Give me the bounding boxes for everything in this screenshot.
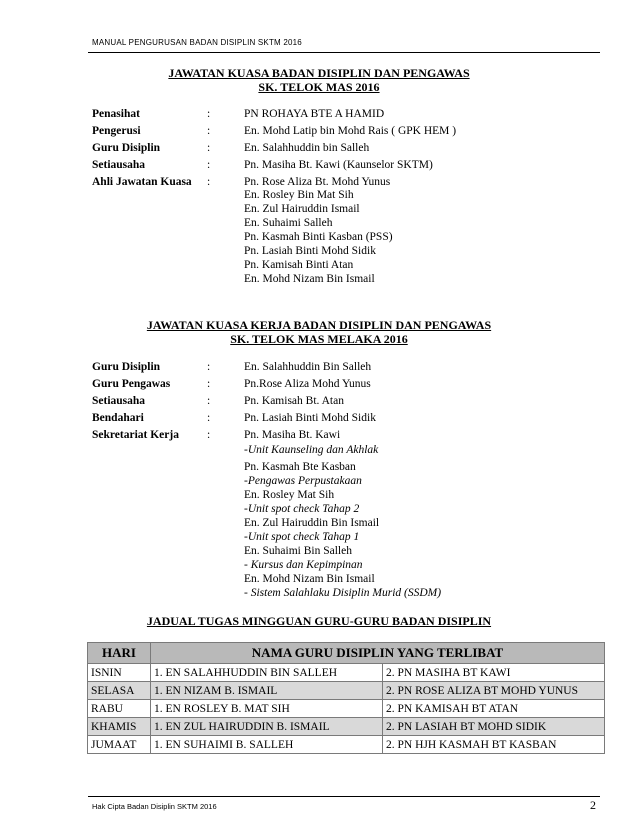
- section1-title: JAWATAN KUASA BADAN DISIPLIN DAN PENGAWAS: [168, 66, 470, 80]
- page-number: 2: [590, 798, 596, 812]
- role-label: Bendahari: [92, 412, 144, 424]
- day-cell: SELASA: [88, 682, 151, 700]
- member-line: En. Suhaimi Salleh: [244, 217, 333, 229]
- day-cell: ISNIN: [88, 664, 151, 682]
- member-line: En. Rosley Mat Sih: [244, 489, 335, 501]
- header-rule: [88, 52, 600, 53]
- teacher2-cell: 2. PN MASIHA BT KAWI: [383, 664, 605, 682]
- member-line: En. Zul Hairuddin Bin Ismail: [244, 517, 380, 529]
- teacher1-cell: 1. EN SUHAIMI B. SALLEH: [151, 736, 383, 754]
- colon: :: [207, 412, 211, 424]
- teacher1-cell: 1. EN ZUL HAIRUDDIN B. ISMAIL: [151, 718, 383, 736]
- table-row: [88, 736, 605, 754]
- colon: :: [207, 429, 211, 441]
- teacher1-cell: 1. EN ROSLEY B. MAT SIH: [151, 700, 383, 718]
- role-label: Guru Disiplin: [92, 361, 161, 373]
- role-value: En. Salahhuddin bin Salleh: [244, 142, 370, 154]
- section2-title: JAWATAN KUASA KERJA BADAN DISIPLIN DAN PENGAWAS: [146, 318, 492, 332]
- table-row: [88, 664, 605, 682]
- colon: :: [207, 125, 211, 137]
- colon: :: [207, 159, 211, 171]
- member-line: En. Suhaimi Bin Salleh: [244, 545, 352, 557]
- teacher2-cell: 2. PN HJH KASMAH BT KASBAN: [383, 736, 605, 754]
- role-value: Pn. Lasiah Binti Mohd Sidik: [244, 412, 376, 424]
- day-cell: KHAMIS: [88, 718, 151, 736]
- role-label: Setiausaha: [92, 395, 146, 407]
- member-line: Pn. Kasmah Binti Kasban (PSS): [244, 231, 393, 243]
- unit-label: -Unit spot check Tahap 1: [244, 531, 360, 543]
- role-value: Pn. Masiha Bt. Kawi: [244, 429, 341, 441]
- role-value: PN ROHAYA BTE A HAMID: [244, 108, 385, 120]
- role-label: Guru Pengawas: [92, 378, 171, 390]
- role-value: En. Salahhuddin Bin Salleh: [244, 361, 372, 373]
- table-row: [88, 682, 605, 700]
- role-label: Setiausaha: [92, 159, 146, 171]
- colon: :: [207, 378, 211, 390]
- role-value: Pn. Masiha Bt. Kawi (Kaunselor SKTM): [244, 159, 433, 171]
- member-line: En. Mohd Nizam Bin Ismail: [244, 573, 375, 585]
- member-line: Pn. Kamisah Binti Atan: [244, 259, 354, 271]
- member-line: Pn. Kasmah Bte Kasban: [244, 461, 356, 473]
- role-label: Sekretariat Kerja: [92, 429, 179, 441]
- unit-label: -Pengawas Perpustakaan: [244, 475, 362, 487]
- unit-label: - Kursus dan Kepimpinan: [244, 559, 363, 571]
- table-row: [88, 718, 605, 736]
- section1-subtitle: SK. TELOK MAS 2016: [258, 80, 380, 94]
- member-line: En. Zul Hairuddin Ismail: [244, 203, 360, 215]
- footer-rule: [88, 796, 600, 797]
- teacher1-cell: 1. EN NIZAM B. ISMAIL: [151, 682, 383, 700]
- duty-roster-table: [87, 642, 605, 754]
- teacher2-cell: 2. PN LASIAH BT MOHD SIDIK: [383, 718, 605, 736]
- teacher2-cell: 2. PN KAMISAH BT ATAN: [383, 700, 605, 718]
- teacher1-cell: 1. EN SALAHHUDDIN BIN SALLEH: [151, 664, 383, 682]
- unit-label: -Unit Kaunseling dan Akhlak: [244, 444, 379, 456]
- role-value: Pn.Rose Aliza Mohd Yunus: [244, 378, 371, 390]
- role-label: Guru Disiplin: [92, 142, 161, 154]
- section2-subtitle: SK. TELOK MAS MELAKA 2016: [230, 332, 408, 346]
- day-cell: JUMAAT: [88, 736, 151, 754]
- table-header-row: [88, 643, 605, 664]
- colon: :: [207, 361, 211, 373]
- table-row: [88, 700, 605, 718]
- role-label: Ahli Jawatan Kuasa: [92, 176, 192, 188]
- header-day: HARI: [88, 643, 151, 664]
- teacher2-cell: 2. PN ROSE ALIZA BT MOHD YUNUS: [383, 682, 605, 700]
- unit-label: -Unit spot check Tahap 2: [244, 503, 360, 515]
- member-line: En. Mohd Nizam Bin Ismail: [244, 273, 375, 285]
- role-label: Pengerusi: [92, 125, 141, 137]
- section3-title: JADUAL TUGAS MINGGUAN GURU-GURU BADAN DISIPLIN: [146, 614, 492, 628]
- member-line: En. Rosley Bin Mat Sih: [244, 189, 354, 201]
- role-value: Pn. Kamisah Bt. Atan: [244, 395, 344, 407]
- colon: :: [207, 142, 211, 154]
- role-label: Penasihat: [92, 108, 140, 120]
- unit-label: - Sistem Salahlaku Disiplin Murid (SSDM): [244, 587, 442, 599]
- role-value: Pn. Rose Aliza Bt. Mohd Yunus: [244, 176, 391, 188]
- colon: :: [207, 108, 211, 120]
- header-teachers: NAMA GURU DISIPLIN YANG TERLIBAT: [151, 643, 605, 664]
- page-header: MANUAL PENGURUSAN BADAN DISIPLIN SKTM 2016: [92, 38, 302, 47]
- member-line: Pn. Lasiah Binti Mohd Sidik: [244, 245, 376, 257]
- colon: :: [207, 395, 211, 407]
- colon: :: [207, 176, 211, 188]
- footer-copyright: Hak Cipta Badan Disiplin SKTM 2016: [92, 802, 217, 811]
- role-value: En. Mohd Latip bin Mohd Rais ( GPK HEM ): [244, 125, 457, 137]
- day-cell: RABU: [88, 700, 151, 718]
